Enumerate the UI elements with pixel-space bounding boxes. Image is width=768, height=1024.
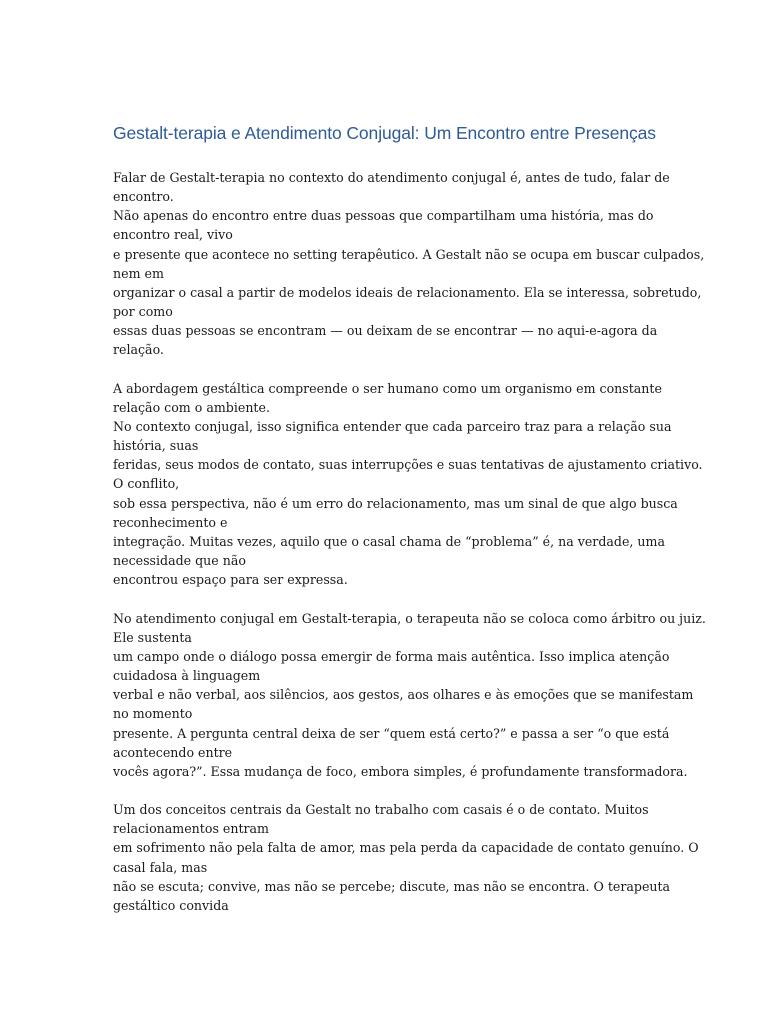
paragraph-line: organizar o casal a partir de modelos ideais de relacionamento. Ela se interessa, sobretudo,: [113, 284, 702, 300]
paragraph-line: encontro.: [113, 189, 174, 205]
paragraph-line: A abordagem gestáltica compreende o ser humano como um organismo em constante: [113, 380, 662, 396]
paragraph-line: Um dos conceitos centrais da Gestalt no trabalho com casais é o de contato. Muitos: [113, 802, 649, 818]
document-body: [113, 168, 713, 934]
paragraph-line: No contexto conjugal, isso significa entender que cada parceiro traz para a relação sua: [113, 419, 672, 435]
paragraph: [113, 379, 713, 590]
paragraph-line: encontrou espaço para ser expressa.: [113, 572, 348, 588]
paragraph-line: casal fala, mas: [113, 859, 208, 875]
paragraph-line: integração. Muitas vezes, aquilo que o casal chama de “problema” é, na verdade, uma: [113, 533, 665, 549]
paragraph-line: presente. A pergunta central deixa de ser “quem está certo?” e passa a ser “o que está: [113, 725, 670, 741]
paragraph-line: gestáltico convida: [113, 897, 229, 913]
paragraph-line: história, suas: [113, 438, 199, 454]
paragraph-line: não se escuta; convive, mas não se percebe; discute, mas não se encontra. O terapeuta: [113, 878, 671, 894]
paragraph-line: feridas, seus modos de contato, suas interrupções e suas tentativas de ajustamento criativo.: [113, 457, 703, 473]
paragraph: [113, 800, 713, 915]
paragraph-line: cuidadosa à linguagem: [113, 668, 261, 684]
paragraph: [113, 609, 713, 781]
paragraph-line: em sofrimento não pela falta de amor, mas pela perda da capacidade de contato genuíno. O: [113, 840, 699, 856]
paragraph-line: No atendimento conjugal em Gestalt-terapia, o terapeuta não se coloca como árbitro ou juiz.: [113, 610, 706, 626]
paragraph-line: essas duas pessoas se encontram — ou deixam de se encontrar — no aqui-e-agora da: [113, 323, 658, 339]
paragraph-line: O conflito,: [113, 476, 180, 492]
paragraph-line: Ele sustenta: [113, 629, 192, 645]
paragraph-line: vocês agora?”. Essa mudança de foco, embora simples, é profundamente transformadora.: [113, 763, 688, 779]
paragraph-line: no momento: [113, 706, 193, 722]
paragraph-line: reconhecimento e: [113, 514, 228, 530]
paragraph-line: necessidade que não: [113, 553, 246, 569]
paragraph-line: acontecendo entre: [113, 744, 233, 760]
document-title: Gestalt-terapia e Atendimento Conjugal: Um Encontro entre Presenças: [113, 123, 656, 143]
paragraph-line: encontro real, vivo: [113, 227, 233, 243]
paragraph-line: relação com o ambiente.: [113, 399, 270, 415]
paragraph-line: por como: [113, 304, 173, 320]
paragraph-line: relação.: [113, 342, 164, 358]
paragraph-line: relacionamentos entram: [113, 821, 270, 837]
paragraph-line: sob essa perspectiva, não é um erro do relacionamento, mas um sinal de que algo busca: [113, 495, 678, 511]
paragraph-line: e presente que acontece no setting terapêutico. A Gestalt não se ocupa em buscar culpados,: [113, 246, 705, 262]
paragraph-line: um campo onde o diálogo possa emergir de forma mais autêntica. Isso implica atenção: [113, 648, 670, 664]
paragraph-line: verbal e não verbal, aos silêncios, aos gestos, aos olhares e às emoções que se manifestam: [113, 687, 694, 703]
paragraph: [113, 168, 713, 360]
paragraph-line: Não apenas do encontro entre duas pessoas que compartilham uma história, mas do: [113, 208, 654, 224]
paragraph-line: nem em: [113, 265, 164, 281]
paragraph-line: Falar de Gestalt-terapia no contexto do atendimento conjugal é, antes de tudo, falar de: [113, 170, 670, 185]
